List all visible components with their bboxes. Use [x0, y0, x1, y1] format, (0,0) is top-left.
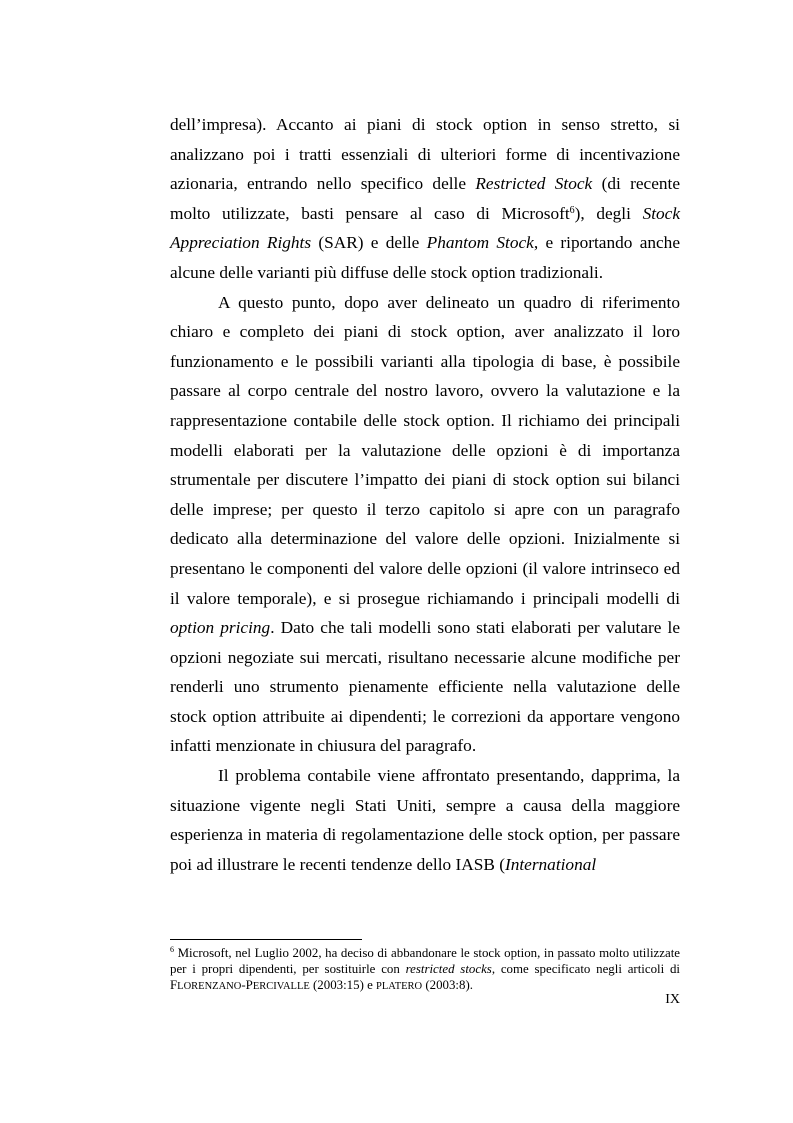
footnote-reference[interactable]: 6 — [569, 204, 575, 216]
footnote-marker: 6 — [170, 945, 174, 954]
footnote-text-g: (2003:8). — [422, 978, 473, 993]
paragraph-2-text-c: . Dato che tali modelli sono stati elaborati per valutare le opzioni negoziate sui mercati, risultano necessarie alcune modifiche per renderli uno strumento pienamente efficiente nella valutazione delle stock option attribuite ai dipendenti; le correzioni da apportare vengono infatti menzionate in chiusura del paragrafo. — [170, 618, 680, 756]
footnote-6 — [170, 945, 680, 996]
paragraph-2-text-a: A questo punto, dopo aver delineato un quadro di riferimento chiaro e completo dei piani di stock option, aver analizzato il loro funzionamento e le possibili varianti alla tipologia di base, è possibile passare al corpo centrale del nostro lavoro, ovvero la valutazione e la rappresentazione contabile delle stock option. Il richiamo dei principali modelli elaborati per la valutazione delle opzioni è di importanza strumentale per discutere l’impatto dei piani di stock option sui bilanci delle imprese; per questo il terzo capitolo si apre con un paragrafo dedicato alla determinazione del valore delle opzioni. Inizialmente si presentano le componenti del valore delle opzioni (il valore intrinseco ed il valore temporale), e si prosegue richiamando i principali modelli di — [170, 292, 680, 608]
body-text — [170, 110, 680, 879]
footnote-text-e: (2003:15) e — [309, 978, 377, 993]
term-phantom-stock: Phantom Stock — [426, 233, 534, 253]
paragraph-1 — [170, 110, 680, 288]
paragraph-3 — [170, 761, 680, 879]
author-name-part: LORENZANO — [177, 981, 242, 993]
footnote-text-a: Microsoft, nel Luglio 2002, ha deciso di abbandonare le stock option, in passato molto utilizzate per i propri dipendenti, per sostituirle con — [170, 946, 680, 977]
term-international: International — [504, 854, 597, 874]
footnote-text-c: , come specificato negli articoli di — [491, 962, 681, 977]
footnote-separator — [170, 939, 362, 940]
term-restricted-stock: Restricted Stock — [475, 174, 593, 194]
paragraph-1-text-g: (SAR) e delle — [311, 233, 427, 253]
author-florenzano-percivalle — [170, 978, 310, 992]
author-name-part: F — [170, 978, 178, 993]
term-stock-appreciation-rights: Stock Appreciation Rights — [170, 203, 680, 253]
paragraph-1-text-c: (di recente molto utilizzate, basti pensare al caso di Microsoft — [170, 174, 680, 223]
term-option-pricing: option pricing — [170, 618, 271, 638]
paragraph-1-text-i: , e riportando anche alcune delle varianti più diffuse delle stock option tradizionali. — [170, 233, 680, 282]
paragraph-1-text-a: dell’impresa). Accanto ai piani di stock option in senso stretto, si analizzano poi i tratti essenziali di ulteriori forme di incentivazione azionaria, entrando nello specifico delle — [170, 115, 680, 194]
footnote-term-restricted-stocks: restricted stocks — [405, 962, 492, 977]
author-platero: PLATERO — [376, 981, 423, 993]
page-number: IX — [665, 992, 680, 1007]
paragraph-1-text-e: ), degli — [574, 203, 643, 223]
paragraph-3-text-a: Il problema contabile viene affrontato presentando, dapprima, la situazione vigente negli Stati Uniti, sempre a causa della maggiore esperienza in materia di regolamentazione delle stock option, per passare poi ad illustrare le recenti tendenze dello IASB ( — [170, 766, 680, 874]
author-name-part: ERCIVALLE — [252, 981, 310, 993]
author-name-part: -P — [241, 978, 253, 993]
paragraph-2 — [170, 288, 680, 762]
